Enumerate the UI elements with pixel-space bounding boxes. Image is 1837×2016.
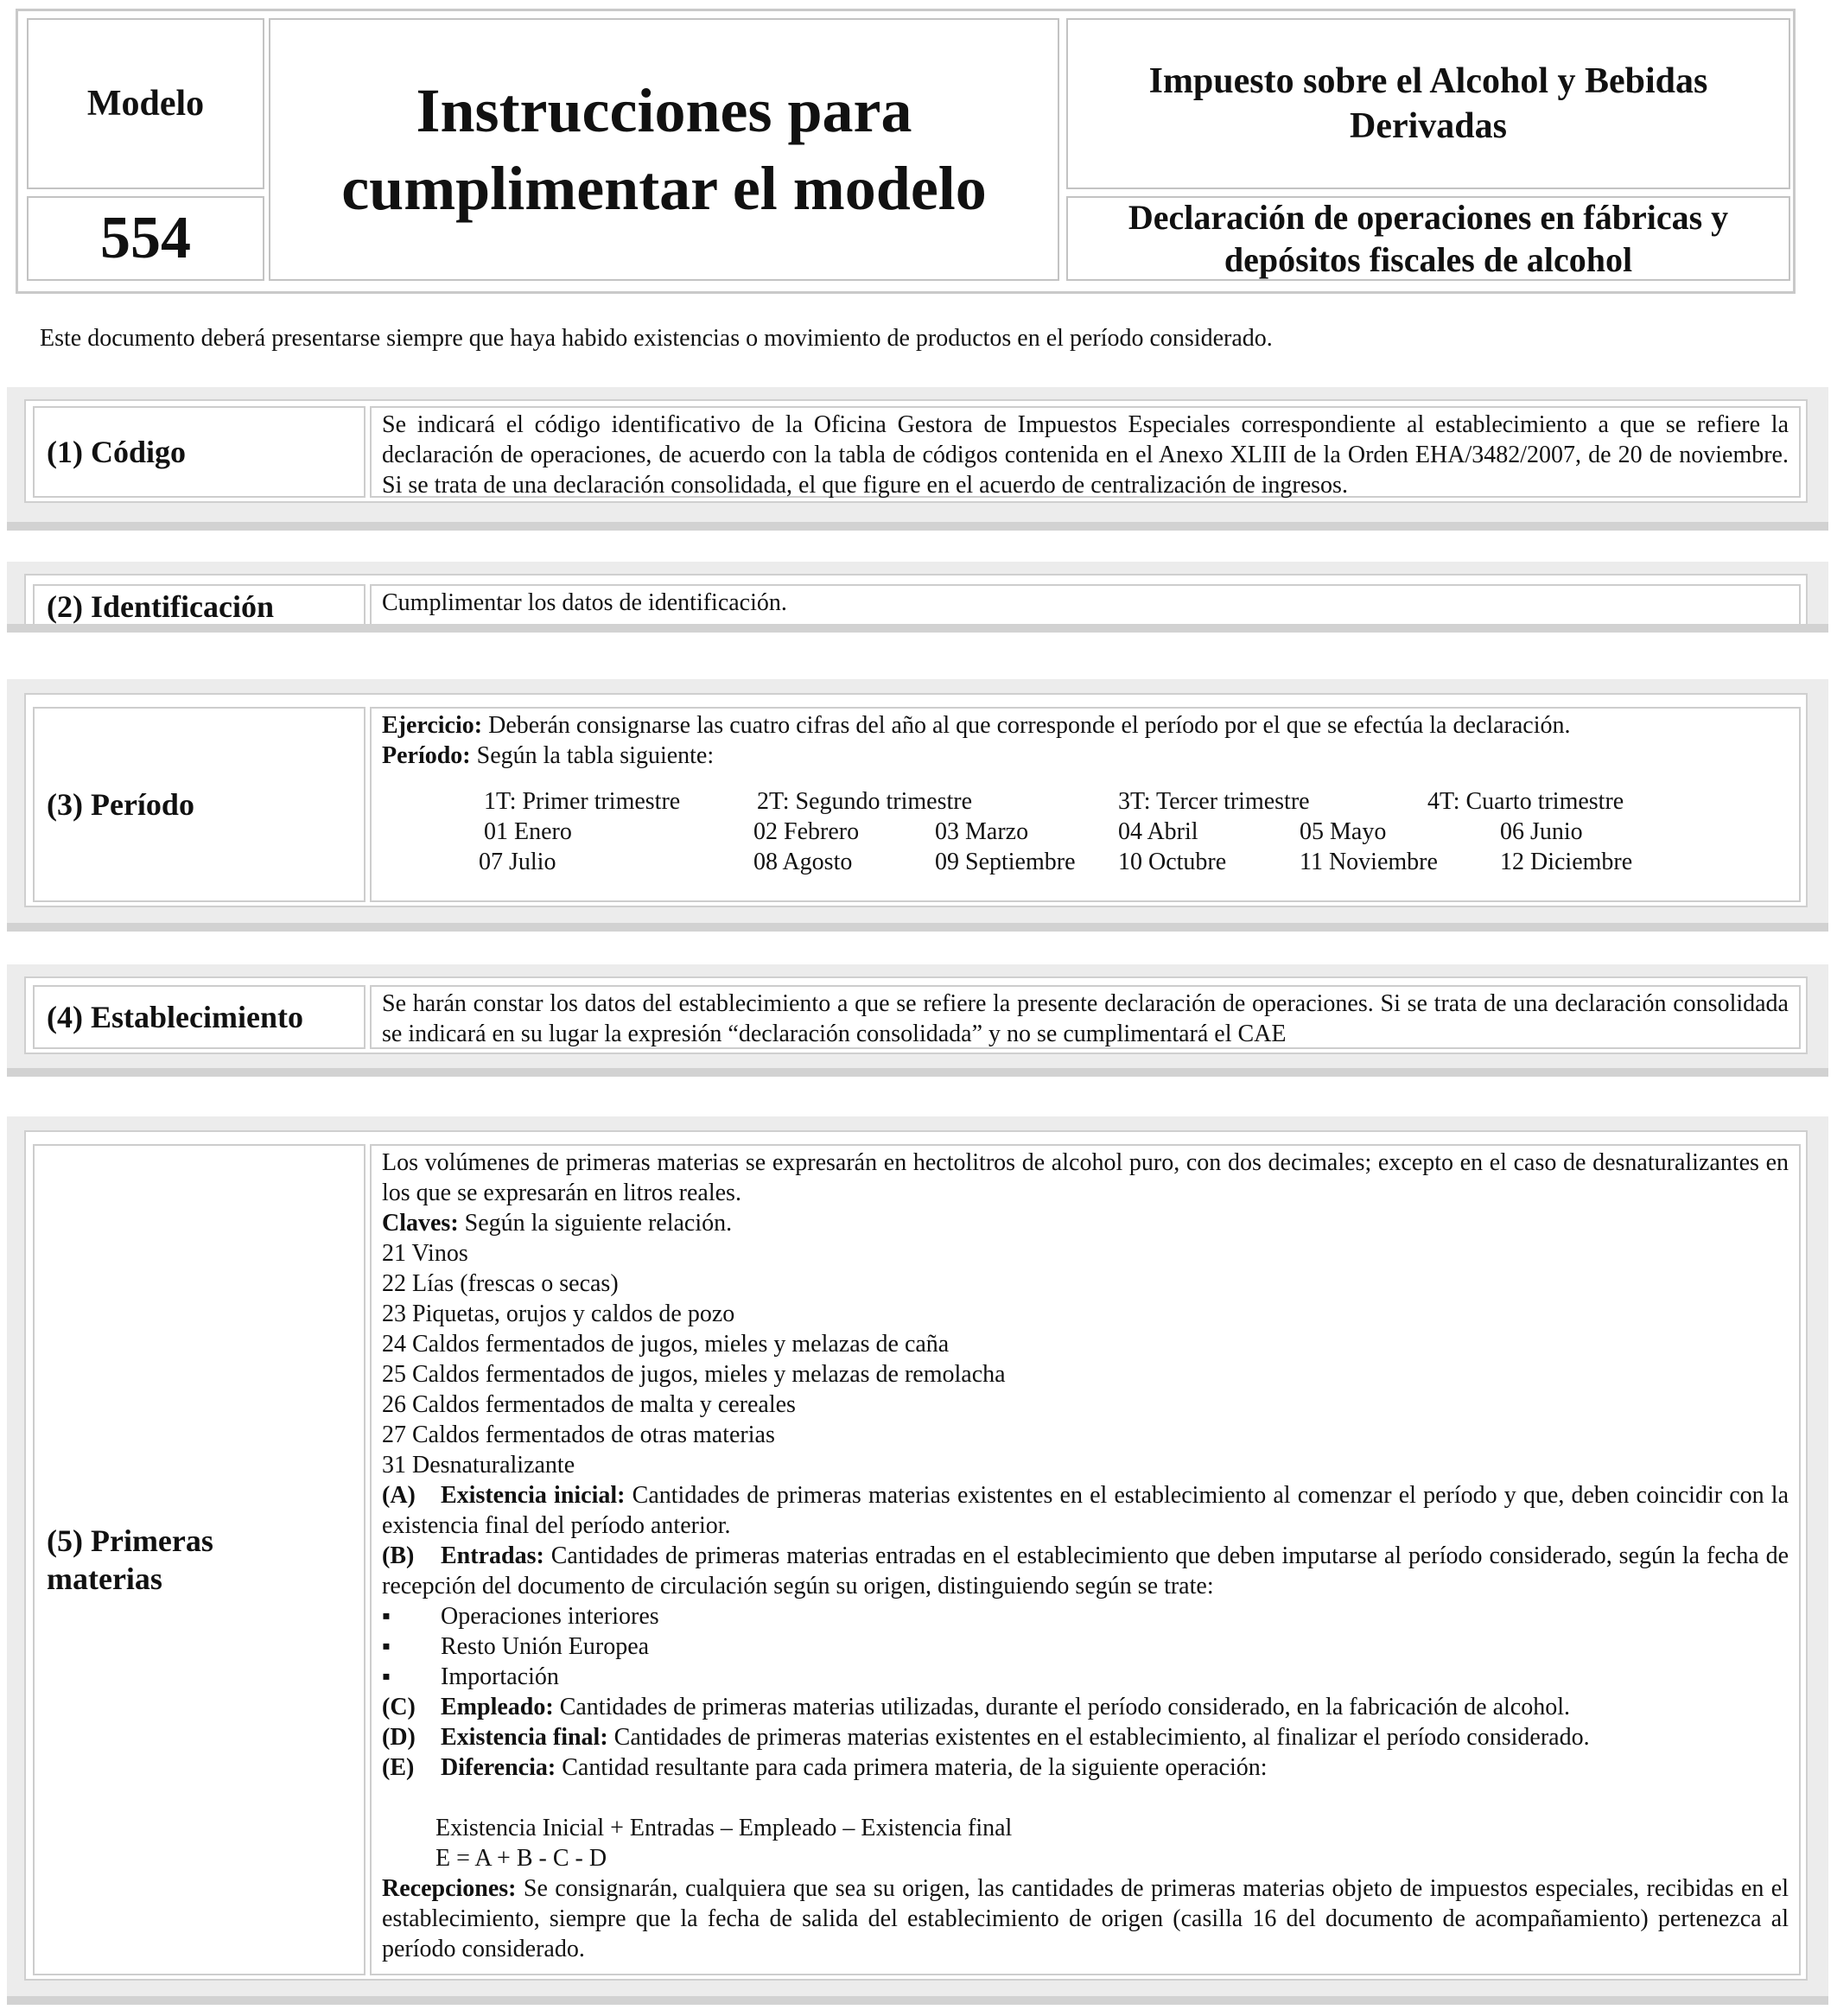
item-a-text: Cantidades de primeras materias existentes en el establecimiento al comenzar el período y que, deben coincidir con la existencia final del período anterior.	[382, 1482, 1789, 1539]
tax-name-line2: Derivadas	[1349, 106, 1507, 146]
item-e-label: Diferencia:	[441, 1754, 556, 1781]
section-codigo-label: (1) Código	[33, 406, 365, 498]
periodo-line	[382, 741, 1789, 771]
item-d	[382, 1722, 1789, 1752]
declaration-type-line2: depósitos fiscales de alcohol	[1224, 240, 1633, 279]
month-06: 06 Junio	[1500, 818, 1583, 845]
month-02: 02 Febrero	[753, 818, 860, 845]
section-identificacion	[7, 562, 1828, 633]
item-b-letter: (B)	[382, 1542, 415, 1569]
item-c-text: Cantidades de primeras materias utilizadas, durante el período considerado, en la fabricación de alcohol.	[553, 1694, 1571, 1720]
quarter-4: 4T: Cuarto trimestre	[1427, 788, 1624, 815]
periodo-label: Período:	[382, 742, 471, 769]
section-primeras-materias	[7, 1116, 1828, 2005]
month-04: 04 Abril	[1118, 818, 1198, 845]
clave-item: 23 Piquetas, orujos y caldos de pozo	[382, 1301, 735, 1327]
item-c-label: Empleado:	[441, 1694, 554, 1720]
month-03: 03 Marzo	[935, 818, 1029, 845]
item-e-text: Cantidad resultante para cada primera materia, de la siguiente operación:	[556, 1754, 1268, 1781]
recepciones-text: Se consignarán, cualquiera que sea su origen, las cantidades de primeras materias objeto de impuestos especiales, recibidas en el establecimiento, siempre que la fecha de salida del establecimiento de origen (casilla 16 del documento de acompañamiento) pertenezca al período considerado.	[382, 1875, 1789, 1962]
clave-item: 22 Lías (frescas o secas)	[382, 1270, 619, 1297]
item-a	[382, 1480, 1789, 1541]
clave-item: 26 Caldos fermentados de malta y cereales	[382, 1391, 796, 1418]
item-c-letter: (C)	[382, 1694, 416, 1720]
bullet-item	[382, 1601, 1789, 1631]
month-09: 09 Septiembre	[935, 849, 1076, 875]
quarter-2: 2T: Segundo trimestre	[757, 788, 973, 815]
intro-text: Este documento deberá presentarse siempre que haya habido existencias o movimiento de productos en el período considerado.	[40, 325, 1273, 352]
section-establecimiento-label: (4) Establecimiento	[33, 985, 365, 1049]
bullet-icon: ▪	[382, 1663, 391, 1690]
section-establecimiento-text: Se harán constar los datos del establecimiento a que se refiere la presente declaración de operaciones. Si se trata de una declaración consolidada se indicará en su lugar la expresión “declaración consolidada” y no se cumplimentará el CAE	[370, 985, 1801, 1049]
section-periodo	[7, 679, 1828, 932]
section-primeras-materias-label-line1: (5) Primeras	[47, 1523, 213, 1558]
declaration-type	[1066, 196, 1790, 281]
claves-line	[382, 1208, 1789, 1238]
tax-name-line1: Impuesto sobre el Alcohol y Bebidas	[1148, 61, 1708, 101]
bullet-icon: ▪	[382, 1633, 391, 1660]
bullet-text: Importación	[441, 1663, 559, 1690]
modelo-label: Modelo	[27, 18, 264, 189]
section-periodo-text	[370, 707, 1801, 902]
month-10: 10 Octubre	[1118, 849, 1227, 875]
item-d-text: Cantidades de primeras materias existentes en el establecimiento, al finalizar el período considerado.	[607, 1724, 1590, 1751]
item-d-letter: (D)	[382, 1724, 416, 1751]
item-e-letter: (E)	[382, 1754, 415, 1781]
item-b-text: Cantidades de primeras materias entradas en el establecimiento que deben imputarse al período considerado, según la fecha de recepción del documento de circulación según su origen, distinguiendo según se trate:	[382, 1542, 1789, 1599]
month-12: 12 Diciembre	[1500, 849, 1633, 875]
section-primeras-materias-text	[370, 1144, 1801, 1975]
document-title-line2: cumplimentar el modelo	[341, 154, 987, 223]
months-row-1	[382, 817, 1789, 847]
quarter-3: 3T: Tercer trimestre	[1118, 788, 1310, 815]
clave-item: 31 Desnaturalizante	[382, 1452, 575, 1479]
document-title-line1: Instrucciones para	[416, 76, 912, 145]
recepciones-label: Recepciones:	[382, 1875, 517, 1902]
section-identificacion-text: Cumplimentar los datos de identificación.	[370, 584, 1801, 627]
month-07: 07 Julio	[479, 849, 556, 875]
section-identificacion-label: (2) Identificación	[33, 584, 365, 627]
document-header	[16, 9, 1796, 294]
section-primeras-materias-label-line2: materias	[47, 1561, 162, 1596]
section-primeras-materias-label	[33, 1144, 365, 1975]
bullet-text: Resto Unión Europea	[441, 1633, 650, 1660]
section-establecimiento	[7, 964, 1828, 1077]
modelo-number: 554	[27, 196, 264, 281]
clave-item: 21 Vinos	[382, 1240, 468, 1267]
item-a-letter: (A)	[382, 1482, 416, 1509]
formula-line1: Existencia Inicial + Entradas – Empleado – Existencia final	[435, 1815, 1013, 1841]
ejercicio-label: Ejercicio:	[382, 712, 483, 739]
claves-text: Según la siguiente relación.	[458, 1210, 733, 1237]
month-08: 08 Agosto	[753, 849, 853, 875]
item-a-label: Existencia inicial:	[441, 1482, 626, 1509]
month-11: 11 Noviembre	[1300, 849, 1438, 875]
tax-name	[1066, 18, 1790, 189]
recepciones	[382, 1873, 1789, 1964]
item-e	[382, 1752, 1789, 1783]
month-01: 01 Enero	[484, 818, 572, 845]
item-c	[382, 1692, 1789, 1722]
item-d-label: Existencia final:	[441, 1724, 608, 1751]
quarters-row	[382, 786, 1789, 817]
clave-item: 25 Caldos fermentados de jugos, mieles y melazas de remolacha	[382, 1361, 1006, 1388]
bullet-icon: ▪	[382, 1603, 391, 1630]
document-title	[269, 18, 1059, 281]
section-codigo	[7, 387, 1828, 531]
item-b	[382, 1541, 1789, 1601]
formula-line2: E = A + B - C - D	[435, 1845, 607, 1872]
bullet-item	[382, 1662, 1789, 1692]
claves-label: Claves:	[382, 1210, 459, 1237]
section-periodo-label: (3) Período	[33, 707, 365, 902]
item-b-label: Entradas:	[441, 1542, 544, 1569]
ejercicio-text: Deberán consignarse las cuatro cifras del año al que corresponde el período por el que se efectúa la declaración.	[482, 712, 1571, 739]
periodo-text: Según la tabla siguiente:	[470, 742, 715, 769]
section-codigo-text: Se indicará el código identificativo de la Oficina Gestora de Impuestos Especiales correspondiente al establecimiento a que se refiere la declaración de operaciones, de acuerdo con la tabla de códigos contenida en el Anexo XLIII de la Orden EHA/3482/2007, de 20 de noviembre. Si se trata de una declaración consolidada, el que figure en el acuerdo de centralización de ingresos.	[370, 406, 1801, 498]
clave-item: 24 Caldos fermentados de jugos, mieles y melazas de caña	[382, 1331, 950, 1358]
bullet-text: Operaciones interiores	[441, 1603, 659, 1630]
month-05: 05 Mayo	[1300, 818, 1387, 845]
clave-item: 27 Caldos fermentados de otras materias	[382, 1421, 775, 1448]
quarter-1: 1T: Primer trimestre	[484, 788, 681, 815]
months-row-2	[382, 847, 1789, 877]
ejercicio-line	[382, 710, 1789, 741]
units-note: Los volúmenes de primeras materias se expresarán en hectolitros de alcohol puro, con dos decimales; excepto en el caso de desnaturalizantes en los que se expresarán en litros reales.	[382, 1149, 1789, 1206]
declaration-type-line1: Declaración de operaciones en fábricas y	[1128, 198, 1729, 237]
bullet-item	[382, 1631, 1789, 1662]
